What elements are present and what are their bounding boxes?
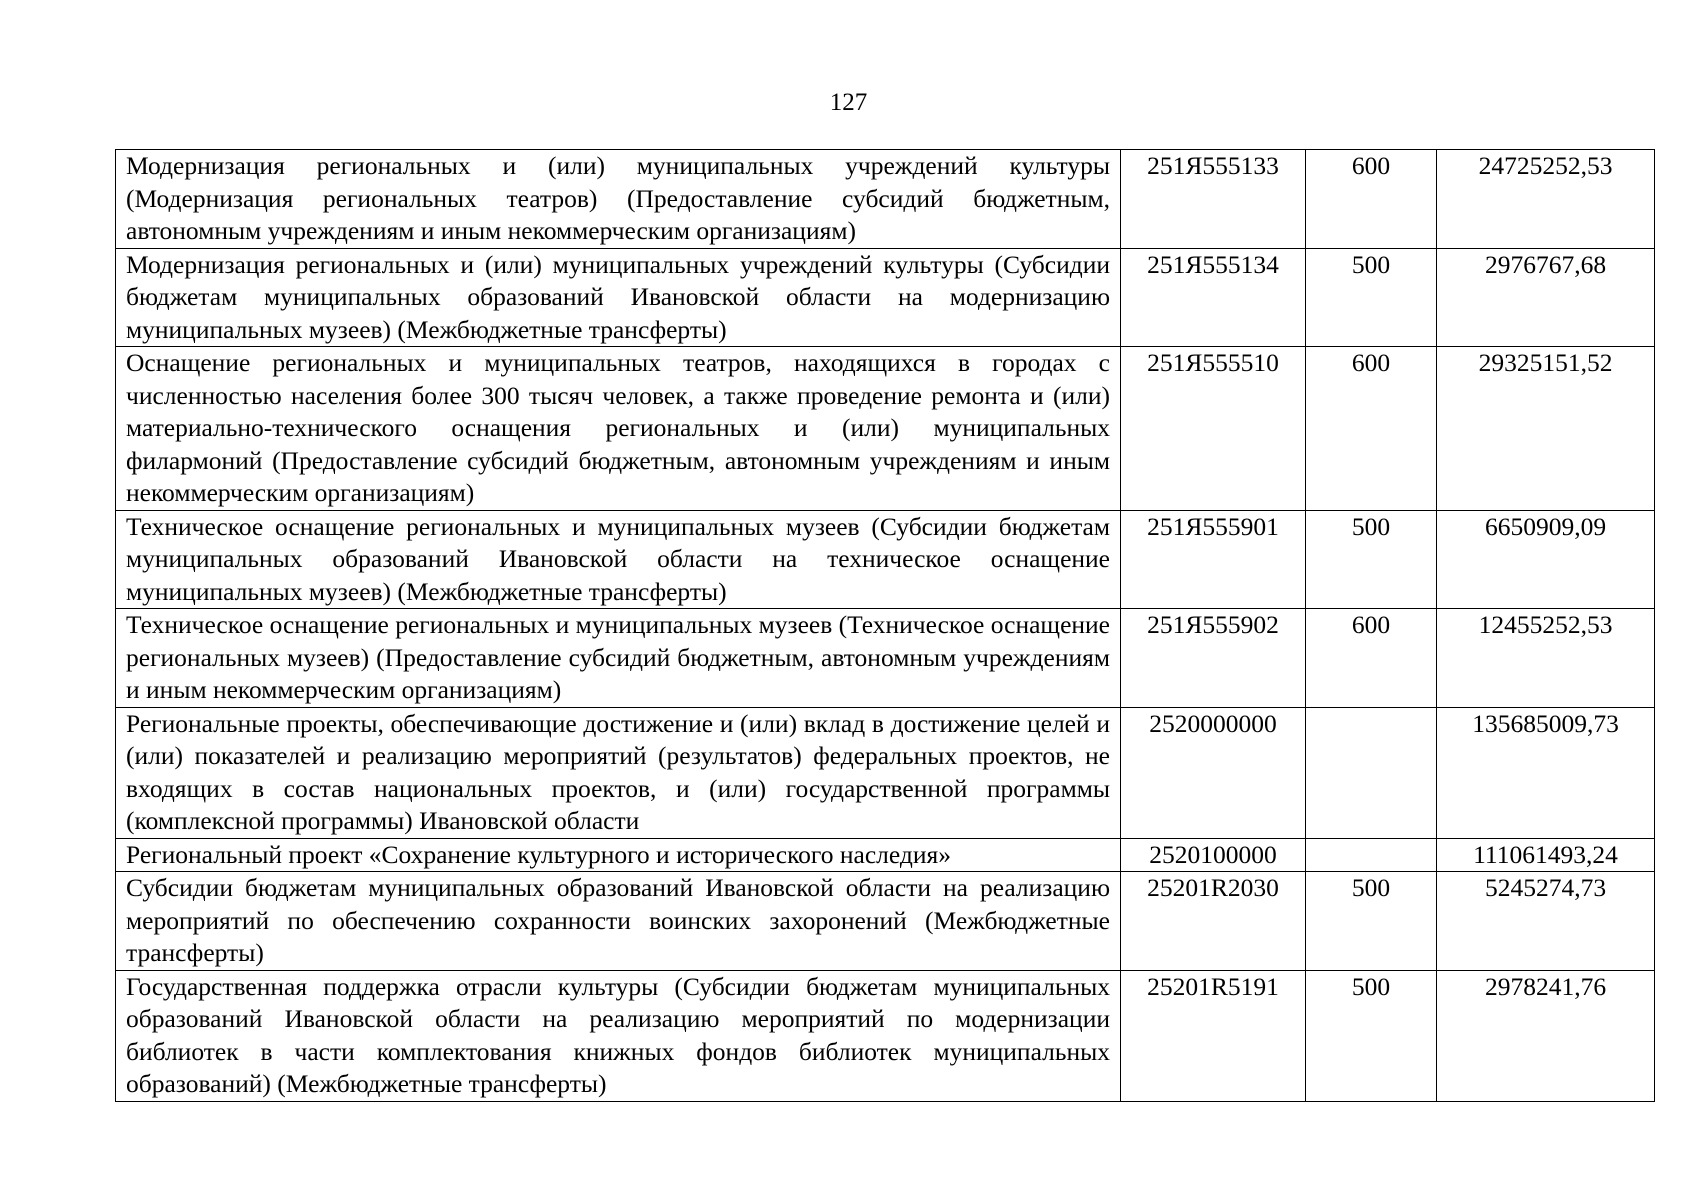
row-amount-cell: 2978241,76 xyxy=(1437,970,1655,1101)
table-row xyxy=(116,872,1655,971)
row-code-cell: 251Я555134 xyxy=(1121,248,1306,347)
table-row xyxy=(116,347,1655,511)
row-amount-cell: 2976767,68 xyxy=(1437,248,1655,347)
table-row xyxy=(116,248,1655,347)
row-code-cell: 2520000000 xyxy=(1121,707,1306,838)
row-code-cell: 251Я555510 xyxy=(1121,347,1306,511)
row-amount-cell: 29325151,52 xyxy=(1437,347,1655,511)
row-amount-cell: 111061493,24 xyxy=(1437,838,1655,872)
table-row xyxy=(116,838,1655,872)
row-code-cell: 2520100000 xyxy=(1121,838,1306,872)
row-name-cell: Техническое оснащение региональных и муниципальных музеев (Субсидии бюджетам муниципальных образований Ивановской области на техническое оснащение муниципальных музеев) (Межбюджетные трансферты) xyxy=(116,510,1121,609)
row-amount-cell: 12455252,53 xyxy=(1437,609,1655,708)
row-code-cell: 251Я555901 xyxy=(1121,510,1306,609)
row-amount-cell: 24725252,53 xyxy=(1437,150,1655,249)
table-row xyxy=(116,150,1655,249)
row-code-cell: 251Я555902 xyxy=(1121,609,1306,708)
budget-table-body xyxy=(116,150,1655,1102)
row-type-cell: 500 xyxy=(1306,872,1437,971)
row-code-cell: 25201R2030 xyxy=(1121,872,1306,971)
row-type-cell: 500 xyxy=(1306,248,1437,347)
row-code-cell: 25201R5191 xyxy=(1121,970,1306,1101)
row-type-cell xyxy=(1306,707,1437,838)
row-type-cell: 500 xyxy=(1306,970,1437,1101)
budget-table xyxy=(115,149,1655,1102)
row-type-cell xyxy=(1306,838,1437,872)
page-number: 127 xyxy=(829,89,868,116)
row-name-cell: Субсидии бюджетам муниципальных образований Ивановской области на реализацию мероприятий по обеспечению сохранности воинских захоронений (Межбюджетные трансферты) xyxy=(116,872,1121,971)
row-name-cell: Оснащение региональных и муниципальных театров, находящихся в городах с численностью населения более 300 тысяч человек, а также проведение ремонта и (или) материально-технического оснащения региональных и (или) муниципальных филармоний (Предоставление субсидий бюджетным, автономным учреждениям и иным некоммерческим организациям) xyxy=(116,347,1121,511)
row-name-cell: Техническое оснащение региональных и муниципальных музеев (Техническое оснащение региональных музеев) (Предоставление субсидий бюджетным, автономным учреждениям и иным некоммерческим организациям) xyxy=(116,609,1121,708)
row-type-cell: 600 xyxy=(1306,609,1437,708)
row-name-cell: Модернизация региональных и (или) муниципальных учреждений культуры (Субсидии бюджетам муниципальных образований Ивановской области на модернизацию муниципальных музеев) (Межбюджетные трансферты) xyxy=(116,248,1121,347)
row-type-cell: 500 xyxy=(1306,510,1437,609)
table-row xyxy=(116,609,1655,708)
row-type-cell: 600 xyxy=(1306,347,1437,511)
row-name-cell: Региональные проекты, обеспечивающие достижение и (или) вклад в достижение целей и (или) показателей и реализацию мероприятий (результатов) федеральных проектов, не входящих в состав национальных проектов, и (или) государственной программы (комплексной программы) Ивановской области xyxy=(116,707,1121,838)
table-row xyxy=(116,707,1655,838)
row-name-cell: Государственная поддержка отрасли культуры (Субсидии бюджетам муниципальных образований Ивановской области на реализацию мероприятий по модернизации библиотек в части комплектования книжных фондов библиотек муниципальных образований) (Межбюджетные трансферты) xyxy=(116,970,1121,1101)
row-type-cell: 600 xyxy=(1306,150,1437,249)
row-amount-cell: 6650909,09 xyxy=(1437,510,1655,609)
row-amount-cell: 135685009,73 xyxy=(1437,707,1655,838)
table-row xyxy=(116,510,1655,609)
row-amount-cell: 5245274,73 xyxy=(1437,872,1655,971)
row-name-cell: Региональный проект «Сохранение культурного и исторического наследия» xyxy=(116,838,1121,872)
row-code-cell: 251Я555133 xyxy=(1121,150,1306,249)
table-row xyxy=(116,970,1655,1101)
row-name-cell: Модернизация региональных и (или) муниципальных учреждений культуры (Модернизация региональных театров) (Предоставление субсидий бюджетным, автономным учреждениям и иным некоммерческим организациям) xyxy=(116,150,1121,249)
